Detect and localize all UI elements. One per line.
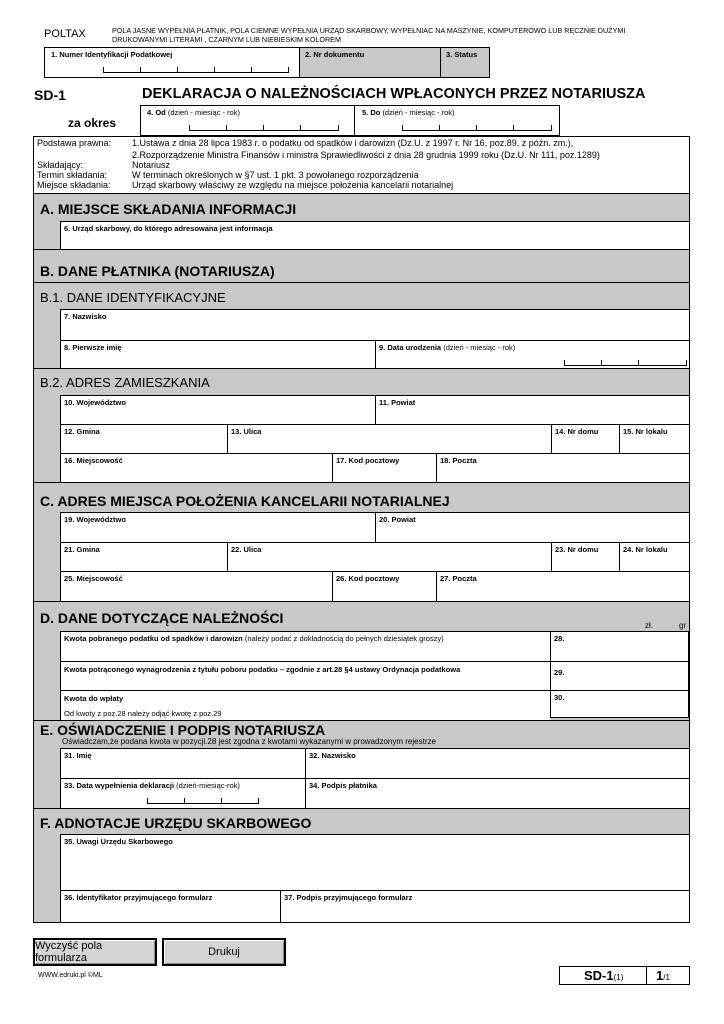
receiver-signature-label: 37. Podpis przyjmującego formularz (284, 893, 413, 902)
tax-office-field[interactable] (60, 221, 689, 249)
city-label: 16. Miejscowość (64, 456, 123, 465)
receiver-id-label: 36. Identyfikator przyjmującego formularz (64, 893, 213, 902)
gr-label: gr (679, 621, 687, 630)
site-credit: WWW.edruki.pl ©ML (38, 972, 103, 979)
section-f-title: F. ADNOTACJE URZĘDU SKARBOWEGO (40, 815, 312, 831)
deducted-fee-amount[interactable] (550, 661, 689, 690)
office-county-field[interactable] (375, 512, 689, 542)
apartment-number-label: 15. Nr lokalu (623, 427, 668, 436)
form-title: DEKLARACJA O NALEŻNOŚCIACH WPŁACONYCH PRZEZ NOTARIUSZA (142, 86, 646, 102)
filer-label: Składający: (37, 160, 84, 170)
period-from-label: 4. Od (dzień - miesiąc - rok) (147, 108, 240, 117)
office-street-label: 22. Ulica (231, 545, 262, 554)
deadline-label: Termin składania: (37, 170, 108, 180)
office-street-field[interactable] (227, 542, 551, 571)
tax-office-remarks-label: 35. Uwagi Urzędu Skarbowego (64, 837, 173, 846)
collected-tax-label: Kwota pobranego podatku od spadków i darowizn (należy podać z dokładnością do pełnych dziesiątek groszy) (64, 634, 444, 643)
first-name-label: 8. Pierwsze imię (64, 343, 122, 352)
post-office-label: 18. Poczta (440, 456, 477, 465)
fill-date-label: 33. Data wypełnienia deklaracji (dzień-miesiąc-rok) (64, 781, 240, 790)
office-commune-label: 21. Gmina (64, 545, 100, 554)
collected-tax-row (60, 631, 550, 661)
amount-due-hint: Od kwoty z poz.28 należy odjąć kwotę z poz.29 (64, 709, 222, 718)
commune-field[interactable] (60, 424, 227, 453)
period-from-ticks (189, 125, 339, 131)
status-field (442, 48, 490, 77)
surname-label: 7. Nazwisko (64, 312, 107, 321)
payer-signature-label: 34. Podpis płatnika (309, 781, 377, 790)
payer-signature-field[interactable] (305, 778, 689, 808)
tax-office-label: 6. Urząd skarbowy, do którego adresowana jest informacja (64, 224, 273, 233)
legal-basis-block (34, 137, 689, 194)
deducted-fee-row (60, 661, 550, 690)
surname-field[interactable] (60, 309, 689, 340)
office-city-field[interactable] (60, 571, 332, 601)
house-number-label: 14. Nr domu (555, 427, 599, 436)
first-name-field[interactable] (60, 340, 375, 368)
divider (34, 482, 689, 483)
commune-label: 12. Gmina (64, 427, 100, 436)
fill-instructions: POLA JASNE WYPEŁNIA PŁATNIK, POLA CIEMNE WYPEŁNIA URZĄD SKARBOWY, WYPEŁNIAC NA MASZYNIE, KOMPUTEROWO LUB RĘCZNIE DUŻYMI DRUKOWANYMI LITERAMI , CZARNYM LUB NIEBIESKIM KOLOREM (112, 26, 626, 44)
header-fields (44, 47, 490, 78)
deadline-value: W terminach określonych w §7 ust. 1 pkt. 3 powołanego rozporządzenia (132, 170, 419, 180)
office-apartment-number-label: 24. Nr lokalu (623, 545, 668, 554)
period-to-label: 5. Do (dzień - miesiąc - rok) (362, 108, 455, 117)
clear-form-button[interactable]: Wyczyść pola formularza (33, 938, 157, 966)
filer-value: Notariusz (132, 160, 171, 170)
section-a-title: A. MIEJSCE SKŁADANIA INFORMACJI (40, 201, 297, 217)
tax-office-remarks-field (60, 834, 689, 890)
fill-date-field[interactable] (60, 778, 305, 808)
field-30-label: 30. (554, 693, 565, 702)
divider (646, 967, 647, 984)
period-to-ticks (402, 125, 552, 131)
province-field[interactable] (60, 395, 375, 424)
divider (34, 282, 689, 283)
nip-ticks (103, 67, 289, 73)
office-apartment-number-field[interactable] (619, 542, 689, 571)
page-number: 1/1 (656, 968, 670, 983)
office-commune-field[interactable] (60, 542, 227, 571)
footer-form-code: SD-1(1) (584, 968, 624, 983)
office-postal-code-field[interactable] (332, 571, 436, 601)
signer-first-name-label: 31. Imię (64, 751, 92, 760)
office-postal-code-label: 26. Kod pocztowy (336, 574, 400, 583)
office-province-field[interactable] (60, 512, 375, 542)
birth-date-field[interactable] (375, 340, 689, 368)
nip-label: 1. Numer Identyfikacji Podatkowej (51, 50, 173, 59)
basis-label: Podstawa prawna: (37, 138, 112, 148)
office-county-label: 20. Powiat (379, 515, 416, 524)
amount-due-row (60, 690, 550, 720)
zl-label: zł. (645, 621, 653, 630)
basis-2: 2.Rozporządzenie Ministra Finansów i ministra Sprawiedliwości z dnia 28 grudnia 1999 roku (Dz.U. Nr 111, poz.1289) (132, 150, 600, 160)
field-28-label: 28. (554, 634, 565, 643)
form-frame (33, 136, 690, 923)
office-post-office-label: 27. Poczta (440, 574, 477, 583)
period-box (140, 105, 560, 136)
office-city-label: 25. Miejscowość (64, 574, 123, 583)
divider (34, 601, 689, 602)
statement-text: Oświadczam,że podana kwota w pozycji.28 jest zgodna z kwotami wykazanymi w prowadzonym rejestrze (62, 737, 436, 746)
divider (34, 249, 689, 250)
form-code: SD-1 (34, 87, 66, 103)
apartment-number-field[interactable] (619, 424, 689, 453)
collected-tax-amount[interactable] (550, 631, 689, 661)
basis-1: 1.Ustawa z dnia 28 lipca 1983 r. o podatku od spadków i darowizn (Dz.U. z 1997 r. Nr 16, poz.89, z późn. zm.), (132, 138, 574, 148)
amount-due-label: Kwota do wpłaty (64, 694, 124, 703)
street-field[interactable] (227, 424, 551, 453)
status-label: 3. Status (446, 50, 478, 59)
period-to-field[interactable] (356, 106, 559, 135)
birth-date-ticks (564, 360, 687, 366)
province-label: 10. Województwo (64, 398, 126, 407)
poltax-label: POLTAX (44, 28, 86, 40)
doc-number-label: 2. Nr dokumentu (305, 50, 365, 59)
office-house-number-label: 23. Nr domu (555, 545, 599, 554)
amount-due-amount[interactable] (550, 690, 689, 718)
divider (34, 720, 689, 721)
house-number-field[interactable] (551, 424, 619, 453)
city-field[interactable] (60, 453, 332, 482)
period-label: za okres (68, 116, 117, 130)
office-house-number-field[interactable] (551, 542, 619, 571)
deducted-fee-label: Kwota potrąconego wynagrodzenia z tytułu poboru podatku – zgodnie z art.28 §4 ustawy Ordynacja podatkowa (64, 665, 461, 674)
field-29-label: 29. (554, 668, 565, 677)
place-value: Urząd skarbowy właściwy ze względu na miejsce położenia kancelarii notarialnej (132, 180, 454, 190)
divider (34, 368, 689, 369)
section-c-title: C. ADRES MIEJSCA POŁOŻENIA KANCELARII NOTARIALNEJ (40, 493, 450, 509)
street-label: 13. Ulica (231, 427, 262, 436)
signer-first-name-field[interactable] (60, 748, 305, 778)
birth-date-label: 9. Data urodzenia (dzień - miesiąc - rok) (379, 343, 516, 352)
county-label: 11. Powiat (379, 398, 416, 407)
period-from-field[interactable] (141, 106, 355, 135)
section-b2-title: B.2. ADRES ZAMIESZKANIA (40, 375, 210, 390)
fill-date-ticks (147, 798, 259, 804)
print-button[interactable]: Drukuj (162, 938, 286, 966)
county-field[interactable] (375, 395, 689, 424)
receiver-signature-field (280, 890, 689, 922)
form-id-box (559, 966, 690, 985)
postal-code-field[interactable] (332, 453, 436, 482)
nip-field[interactable] (45, 48, 300, 77)
section-b1-title: B.1. DANE IDENTYFIKACYJNE (40, 290, 226, 305)
office-post-office-field[interactable] (436, 571, 689, 601)
section-e-title: E. OŚWIADCZENIE I PODPIS NOTARIUSZA (40, 722, 326, 738)
post-office-field[interactable] (436, 453, 689, 482)
signer-surname-field[interactable] (305, 748, 689, 778)
section-b-title: B. DANE PŁATNIKA (NOTARIUSZA) (40, 263, 275, 279)
divider (34, 808, 689, 809)
postal-code-label: 17. Kod pocztowy (336, 456, 400, 465)
doc-number-field (301, 48, 441, 77)
signer-surname-label: 32. Nazwisko (309, 751, 356, 760)
receiver-id-field (60, 890, 280, 922)
section-d-title: D. DANE DOTYCZĄCE NALEŻNOŚCI (40, 610, 284, 626)
office-province-label: 19. Województwo (64, 515, 126, 524)
place-label: Miejsce składania: (37, 180, 111, 190)
